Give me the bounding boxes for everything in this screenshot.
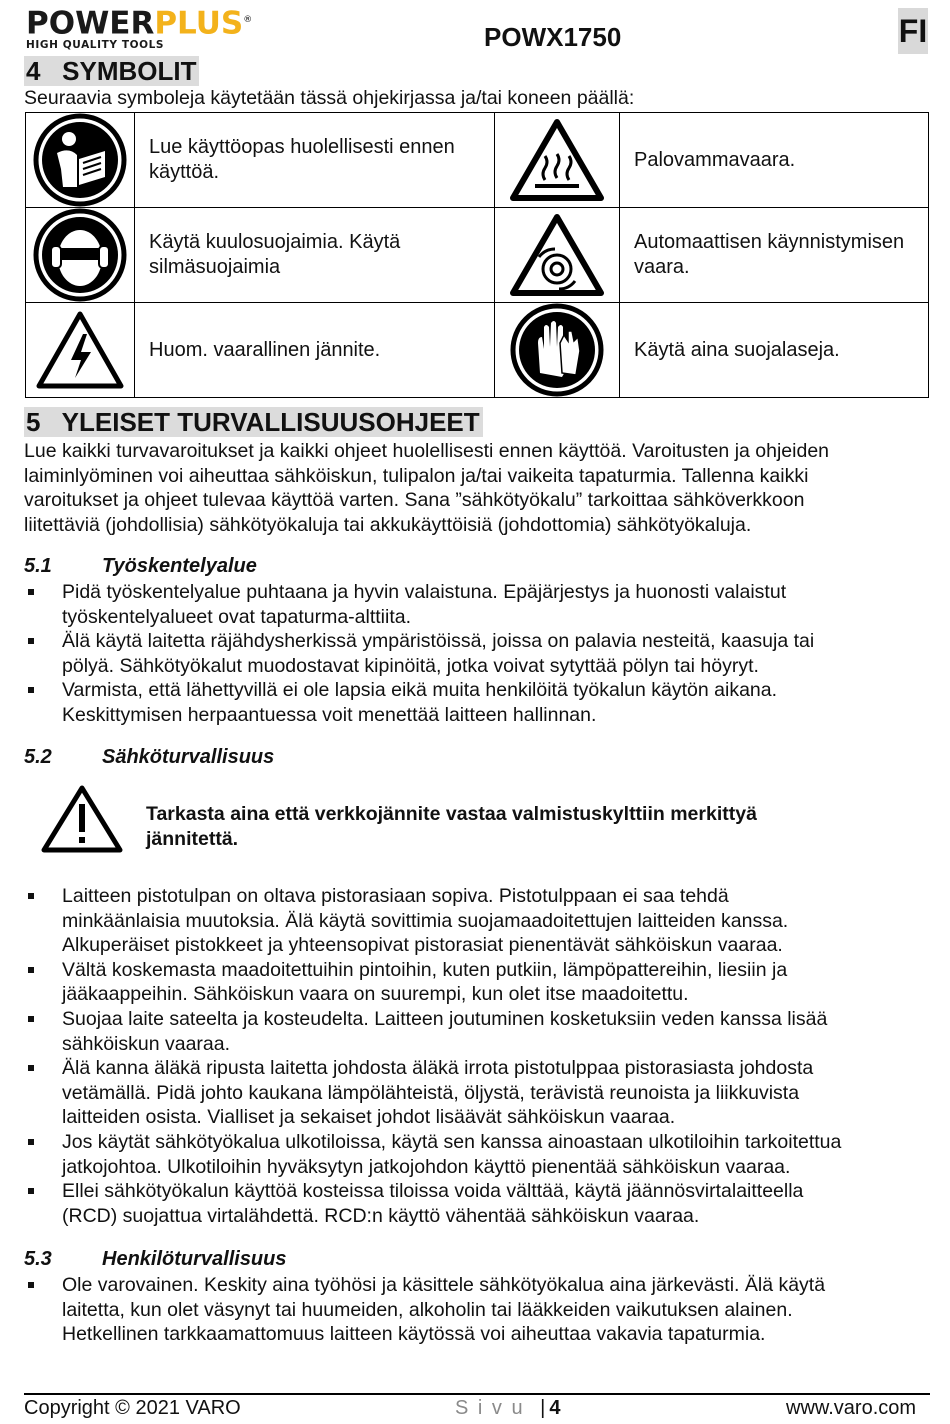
intro-line: laiminlyöminen voi aiheuttaa sähköiskun, tulipalon ja/tai vaikeita tapaturmia. Tallenna kaikki	[24, 464, 809, 487]
subsection-number: 5.3	[24, 1248, 52, 1270]
intro-line: liitettäviä (johdollisia) sähkötyökaluja tai akkukäyttöisiä (johdottomia) sähkötyökaluja.	[24, 513, 752, 536]
brand-logo	[26, 4, 286, 52]
logo-tagline: HIGH QUALITY TOOLS	[26, 39, 165, 52]
symbol-description: Automaattisen käynnistymisen vaara.	[620, 208, 929, 303]
symbol-cell	[26, 113, 135, 208]
warning-triangle-icon	[40, 784, 124, 854]
list-item: Varmista, että lähettyvillä ei ole lapsia eikä muita henkilöitä työkalun käytön aikana. Keskittymisen herpaantuessa voit menettää laitteen hallinnan.	[25, 678, 935, 727]
hot-surface-icon	[509, 118, 605, 202]
symbol-cell	[26, 208, 135, 303]
symbol-description: Käytä aina suojalaseja.	[620, 303, 929, 398]
subsection-number: 5.1	[24, 555, 52, 577]
list-item: Laitteen pistotulpan on oltava pistorasiaan sopiva. Pistotulppaan ei saa tehdä minkäänlaisia muutoksia. Älä käytä sovittimia suojamaadoitettujen laitteiden kanssa. Alkuperäiset pistokkeet ja yhteensopivat pistorasiat pienentävät sähköiskun vaaraa.	[25, 884, 935, 958]
symbol-description: Lue käyttöopas huolellisesti ennen käyttöä.	[135, 113, 495, 208]
section-5-title: 5 YLEISET TURVALLISUUSOHJEET	[24, 407, 483, 437]
read-manual-icon	[33, 113, 127, 207]
footer-website: www.varo.com	[786, 1397, 917, 1419]
symbols-row	[26, 208, 929, 303]
list-item: Suojaa laite sateelta ja kosteudelta. Laitteen joutuminen kosketuksiin veden kanssa lisää sähköiskun vaaraa.	[25, 1007, 935, 1056]
wear-gloves-icon	[510, 303, 604, 397]
high-voltage-icon	[35, 310, 125, 390]
logo-text-power: POWER	[26, 5, 155, 42]
list-item: Vältä koskemasta maadoitettuihin pintoihin, kuten putkiin, lämpöpattereihin, liesiin ja jääkaappeihin. Sähköiskun vaara on suurempi, kun olet itse maadoitettu.	[25, 958, 935, 1007]
subsection-title: Työskentelyalue	[102, 555, 257, 577]
symbol-cell	[26, 303, 135, 398]
automatic-start-icon	[509, 213, 605, 297]
logo-text-plus: PLUS	[154, 5, 244, 42]
section-4-intro: Seuraavia symboleja käytetään tässä ohjekirjassa ja/tai koneen päällä:	[24, 87, 635, 109]
list-item: Ole varovainen. Keskity aina työhösi ja käsittele sähkötyökalua aina järkevästi. Älä käytä laitetta, kun olet väsynyt tai huumeiden, alkoholin tai lääkkeiden vaikutuksen alainen. Hetkellinen tarkkaamattomuus laitteen käytössä voi aiheuttaa vakavia tapaturmia.	[25, 1273, 935, 1347]
list-item: Ellei sähkötyökalun käyttöä kosteissa tiloissa voida välttää, käytä jäännösvirtalaitteella (RCD) suojattua virtalähdettä. RCD:n käyttö vähentää sähköiskun vaaraa.	[25, 1179, 935, 1228]
logo-registered-mark: ®	[243, 15, 253, 25]
subsection-title: Sähköturvallisuus	[102, 746, 275, 768]
page-separator: |	[540, 1397, 546, 1419]
symbol-cell	[495, 208, 620, 303]
ear-eye-protection-icon	[33, 208, 127, 302]
bullet-list-personal-safety	[25, 1273, 935, 1347]
footer-divider	[24, 1393, 930, 1395]
subsection-5-1-heading	[24, 555, 257, 578]
subsection-5-3-heading	[24, 1248, 287, 1271]
voltage-warning: Tarkasta aina että verkkojännite vastaa valmistuskylttiin merkittyä jännitettä.	[146, 803, 757, 850]
list-item: Jos käytät sähkötyökalua ulkotiloissa, käytä sen kanssa ainoastaan ulkotiloihin tarkoitettua jatkojohtoa. Ulkotiloihin hyväksytyn jatkojohdon käyttö pienentää sähköiskun vaaraa.	[25, 1130, 935, 1179]
subsection-number: 5.2	[24, 746, 52, 768]
symbol-description: Huom. vaarallinen jännite.	[135, 303, 495, 398]
symbols-row	[26, 113, 929, 208]
symbols-row	[26, 303, 929, 398]
subsection-5-2-heading	[24, 746, 274, 769]
bullet-list-work-area	[25, 580, 935, 728]
section-5-intro	[24, 439, 934, 537]
page-number: 4	[549, 1397, 561, 1419]
subsection-title: Henkilöturvallisuus	[102, 1248, 287, 1270]
symbol-description: Käytä kuulosuojaimia. Käytä silmäsuojaimia	[135, 208, 495, 303]
intro-line: varoitukset ja ohjeet tulevaa käyttöä varten. Sana ”sähkötyökalu” tarkoittaa sähköverkkoon	[24, 489, 805, 512]
symbol-cell	[495, 303, 620, 398]
symbols-table	[25, 112, 929, 398]
footer-copyright: Copyright © 2021 VARO	[24, 1397, 241, 1419]
list-item: Älä kanna äläkä ripusta laitetta johdosta äläkä irrota pistotulppaa pistorasiasta johdosta vetämällä. Pidä johto kaukana lämpölähteistä, öljystä, terävistä reunoista ja liikkuvista laitteiden osista. Vialliset ja sekaiset johdot lisäävät sähköiskun vaaraa.	[25, 1056, 935, 1130]
language-code: FI	[898, 8, 928, 54]
model-number: POWX1750	[484, 22, 622, 52]
list-item: Älä käytä laitetta räjähdysherkissä ympäristöissä, joissa on palavia nesteitä, kaasuja tai pölyä. Sähkötyökalut muodostavat kipinöitä, jotka voivat sytyttää pölyn tai höyryt.	[25, 629, 935, 678]
section-4-title: 4 SYMBOLIT	[24, 56, 199, 86]
symbol-description: Palovammavaara.	[620, 113, 929, 208]
page-label: S i v u	[455, 1397, 525, 1419]
footer-page-indicator	[455, 1397, 560, 1420]
bullet-list-electrical-safety	[25, 884, 935, 1228]
intro-line: Lue kaikki turvavaroitukset ja kaikki ohjeet huolellisesti ennen käyttöä. Varoitusten ja ohjeiden	[24, 440, 830, 462]
list-item: Pidä työskentelyalue puhtaana ja hyvin valaistuna. Epäjärjestys ja huonosti valaistut työskentelyalueet ovat tapaturma-alttiita.	[25, 580, 935, 629]
symbol-cell	[495, 113, 620, 208]
